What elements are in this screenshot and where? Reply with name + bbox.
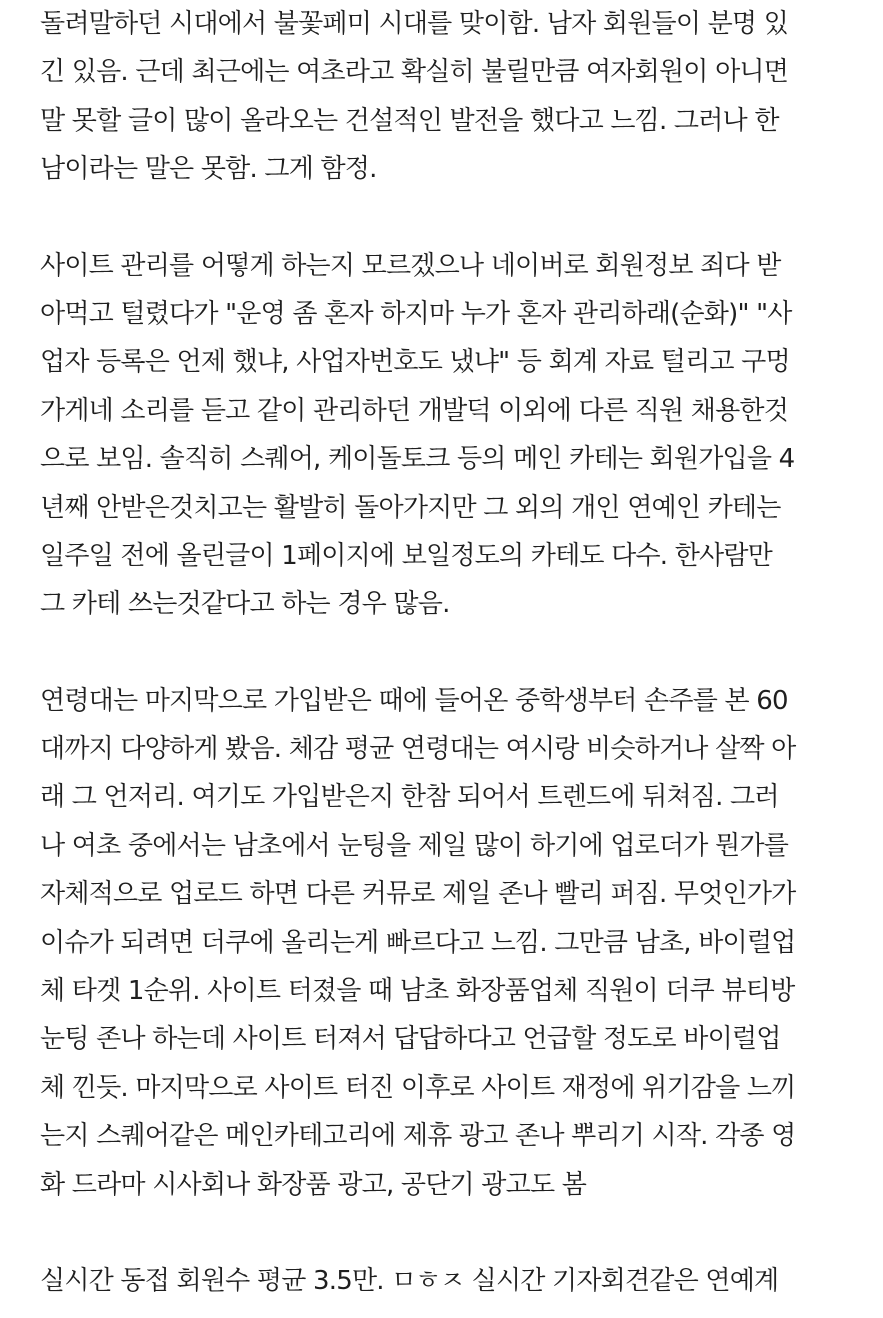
paragraph-1 — [40, 0, 860, 194]
text-line: 가게네 소리를 듣고 같이 관리하던 개발덕 이외에 다른 직원 채용한것 — [40, 395, 789, 426]
text-line: 는지 스퀘어같은 메인카테고리에 제휴 광고 존나 뿌리기 시작. 각종 영 — [40, 1121, 796, 1152]
text-line: 연령대는 마지막으로 가입받은 때에 들어온 중학생부터 손주를 본 60 — [40, 685, 788, 716]
text-line: 아먹고 털렸다가 "운영 좀 혼자 하지마 누가 혼자 관리하래(순화)" "사 — [40, 298, 792, 329]
text-line: 그 카테 쓰는것같다고 하는 경우 많음. — [40, 589, 450, 620]
text-line: 돌려말하던 시대에서 불꽃페미 시대를 맞이함. 남자 회원들이 분명 있 — [40, 9, 789, 39]
text-line: 으로 보임. 솔직히 스퀘어, 케이돌토크 등의 메인 카테는 회원가입을 4 — [40, 444, 795, 475]
paragraph-2 — [40, 242, 860, 629]
text-line: 화 드라마 시사회나 화장품 광고, 공단기 광고도 봄 — [40, 1169, 587, 1200]
text-line: 년째 안받은것치고는 활발히 돌아가지만 그 외의 개인 연예인 카테는 — [40, 492, 781, 523]
text-line: 이슈가 되려면 더쿠에 올리는게 빠르다고 느낌. 그만큼 남초, 바이럴업 — [40, 927, 796, 958]
text-line: 대까지 다양하게 봤음. 체감 평균 연령대는 여시랑 비슷하거나 살짝 아 — [40, 734, 796, 765]
text-line: 실시간 동접 회원수 평균 3.5만. ㅁㅎㅈ 실시간 기자회견같은 연예계 — [40, 1265, 779, 1296]
text-line: 체 낀듯. 마지막으로 사이트 터진 이후로 사이트 재정에 위기감을 느끼 — [40, 1072, 796, 1103]
text-line: 나 여초 중에서는 남초에서 눈팅을 제일 많이 하기에 업로더가 뭔가를 — [40, 830, 789, 861]
text-line: 래 그 언저리. 여기도 가입받은지 한참 되어서 트렌드에 뒤쳐짐. 그러 — [40, 782, 779, 813]
text-line: 업자 등록은 언제 했냐, 사업자번호도 냈냐" 등 회계 자료 털리고 구멍 — [40, 347, 790, 378]
text-line: 자체적으로 업로드 하면 다른 커뮤로 제일 존나 빨리 퍼짐. 무엇인가가 — [40, 879, 796, 910]
paragraph-3 — [40, 677, 860, 1209]
text-line: 남이라는 말은 못함. 그게 함정. — [40, 154, 377, 185]
text-line: 말 못할 글이 많이 올라오는 건설적인 발전을 했다고 느낌. 그러나 한 — [40, 105, 779, 136]
text-line: 눈팅 존나 하는데 사이트 터져서 답답하다고 언급할 정도로 바이럴업 — [40, 1024, 781, 1055]
text-line: 일주일 전에 올린글이 1페이지에 보일정도의 카테도 다수. 한사람만 — [40, 540, 772, 571]
article-body — [40, 0, 860, 1305]
text-line: 체 타겟 1순위. 사이트 터졌을 때 남초 화장품업체 직원이 더쿠 뷰티방 — [40, 976, 795, 1007]
text-line: 긴 있음. 근데 최근에는 여초라고 확실히 불릴만큼 여자회원이 아니면 — [40, 57, 789, 88]
paragraph-4 — [40, 1257, 860, 1305]
text-line: 사이트 관리를 어떻게 하는지 모르겠으나 네이버로 회원정보 죄다 받 — [40, 250, 781, 281]
